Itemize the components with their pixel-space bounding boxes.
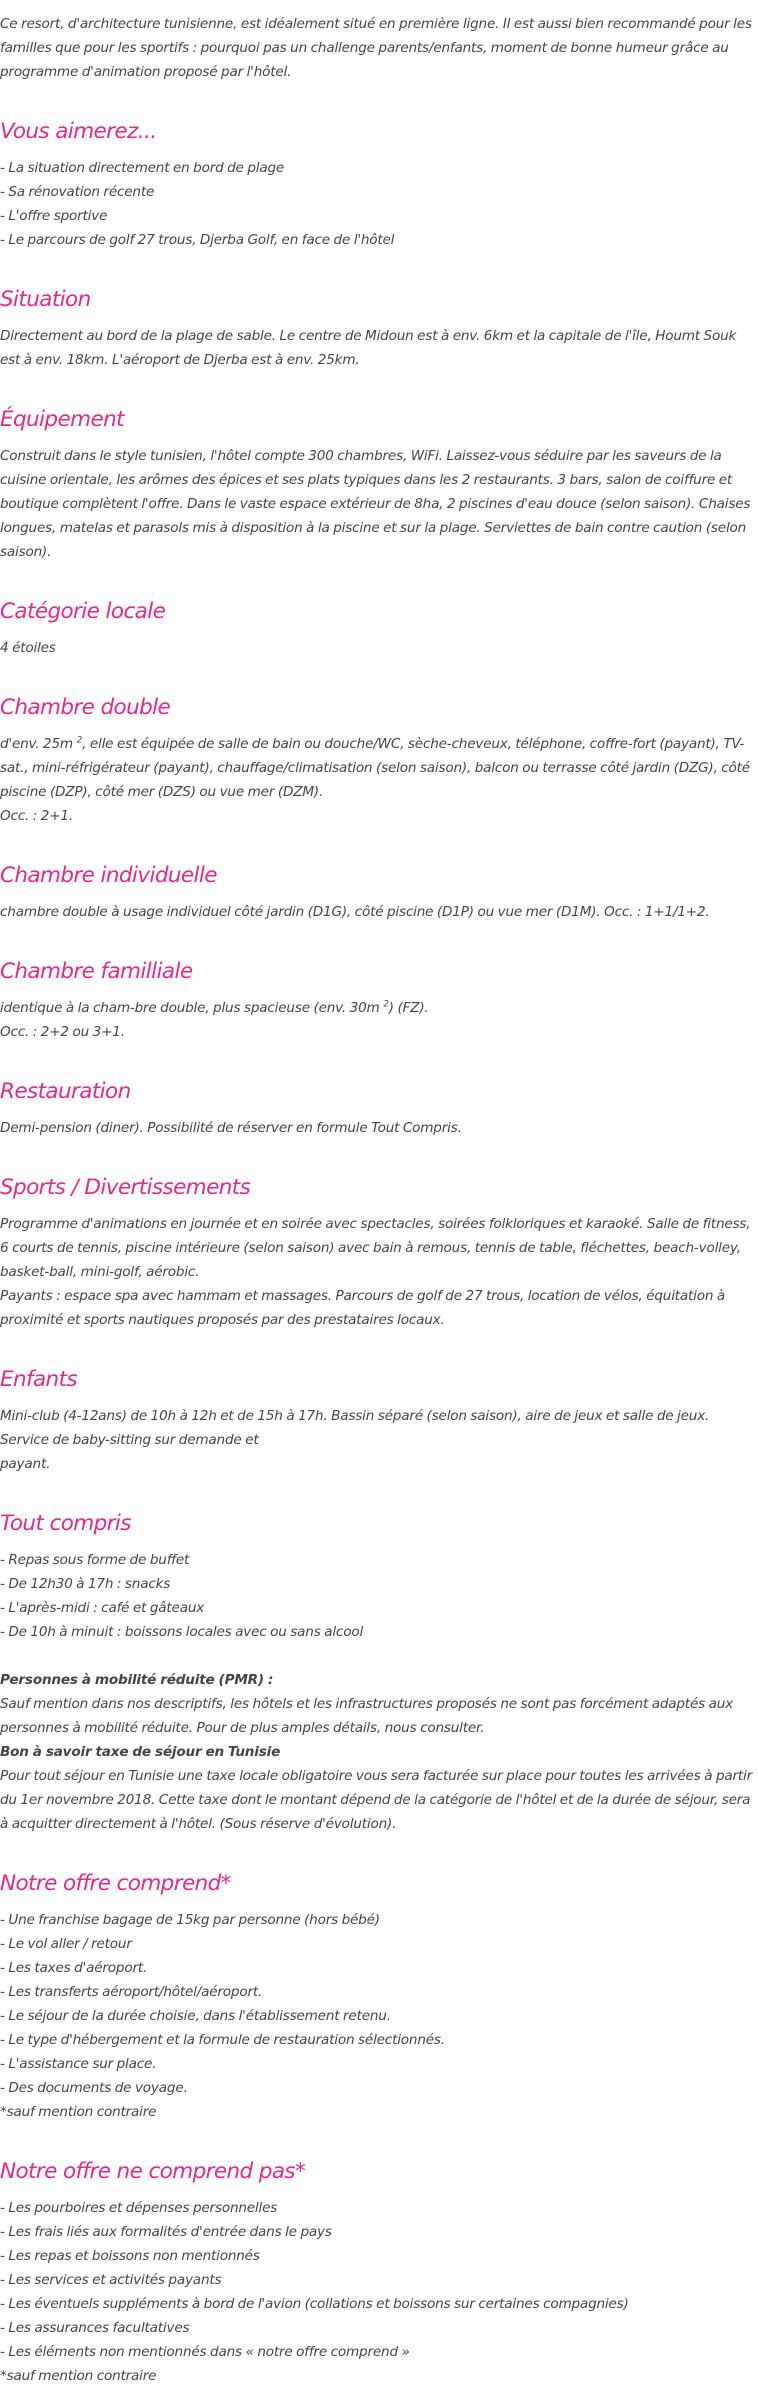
chambre-familliale-heading: Chambre familliale [0,959,193,984]
pmr-heading: Personnes à mobilité réduite (PMR) : [0,1672,274,1688]
offre-ne-comprend-heading: Notre offre ne comprend pas* [0,2159,306,2184]
list-item: - La situation directement en bord de plage [0,160,285,176]
list-item: - Les taxes d'aéroport. [0,1960,148,1976]
list-item: - Les repas et boissons non mentionnés [0,2248,260,2264]
intro-text: Ce resort, d'architecture tunisienne, est idéalement situé en première ligne. Il est aussi bien recommandé pour les familles que pour les sportifs : pourquoi pas un challenge parents/enfants, moment de bonne humeur grâce au programme d'animation proposé par l'hôtel. [0,16,752,80]
offre-ne-comprend-note: *sauf mention contraire [0,2368,157,2384]
offre-comprend-heading: Notre offre comprend* [0,1871,231,1896]
tout-compris-heading: Tout compris [0,1511,131,1536]
tout-compris-list [0,1548,758,1644]
list-item: - L'assistance sur place. [0,2056,157,2072]
chambre-individuelle-heading: Chambre individuelle [0,863,217,888]
equipement-heading: Équipement [0,407,124,432]
vous-aimerez-heading: Vous aimerez... [0,119,157,144]
categorie-text: 4 étoiles [0,640,56,656]
categorie-heading: Catégorie locale [0,599,166,624]
list-item: - De 12h30 à 17h : snacks [0,1576,171,1592]
list-item: - Le parcours de golf 27 trous, Djerba Golf, en face de l'hôtel [0,232,395,248]
chambre-familliale-occ: Occ. : 2+2 ou 3+1. [0,1024,125,1040]
list-item: - L'après-midi : café et gâteaux [0,1600,205,1616]
enfants-line: Mini-club (4-12ans) de 10h à 12h et de 15h à 17h. Bassin séparé (selon saison), aire de jeux et salle de jeux. [0,1408,710,1424]
pmr-block [0,1668,758,1836]
list-item: - Les éventuels suppléments à bord de l'avion (collations et boissons sur certaines compagnies) [0,2296,629,2312]
list-item: - Les services et activités payants [0,2272,222,2288]
restauration-heading: Restauration [0,1079,131,1104]
list-item: - De 10h à minuit : boissons locales avec ou sans alcool [0,1624,364,1640]
taxe-text: Pour tout séjour en Tunisie une taxe locale obligatoire vous sera facturée sur place pour toutes les arrivées à partir du 1er novembre 2018. Cette taxe dont le montant dépend de la catégorie de l'hôtel et de la durée de séjour, sera à acquitter directement à l'hôtel. (Sous réserve d'évolution). [0,1768,752,1832]
list-item: - Sa rénovation récente [0,184,155,200]
chambre-familliale-text-post: ) (FZ). [388,1000,429,1016]
equipement-text: Construit dans le style tunisien, l'hôtel compte 300 chambres, WiFi. Laissez-vous séduire par les saveurs de la cuisine orientale, les arômes des épices et ses plats typiques dans les 2 restaurants. 3 bars, salon de coiffure et boutique complètent l'offre. Dans le vaste espace extérieur de 8ha, 2 piscines d'eau douce (selon saison). Chaises longues, matelas et parasols mis à disposition à la piscine et sur la plage. Serviettes de bain contre caution (selon saison). [0,448,751,560]
chambre-double-text-post: , elle est équipée de salle de bain ou douche/WC, sèche-cheveux, téléphone, coffre-fort (payant), TV-sat., mini-réfrigérateur (payant), chauffage/climatisation (selon saison), balcon ou terrasse côté jardin (DZG), côté piscine (DZP), côté mer (DZS) ou vue mer (DZM). [0,736,750,800]
enfants-line: payant. [0,1456,51,1472]
situation-heading: Situation [0,287,91,312]
offre-ne-comprend-list [0,2196,758,2388]
chambre-familliale-text-pre: identique à la cham-bre double, plus spacieuse (env. 30m [0,1000,384,1016]
chambre-double-occ: Occ. : 2+1. [0,808,73,824]
chambre-individuelle-text: chambre double à usage individuel côté jardin (D1G), côté piscine (D1P) ou vue mer (D1M). Occ. : 1+1/1+2. [0,904,710,920]
sports-payants-text: Payants : espace spa avec hammam et massages. Parcours de golf de 27 trous, location de vélos, équitation à proximité et sports nautiques proposés par des prestataires locaux. [0,1288,726,1328]
offre-comprend-list [0,1908,758,2124]
chambre-familliale-text [0,996,758,1044]
list-item: - Le type d'hébergement et la formule de restauration sélectionnés. [0,2032,445,2048]
list-item: - Les éléments non mentionnés dans « notre offre comprend » [0,2344,410,2360]
chambre-double-text-pre: d'env. 25m [0,736,77,752]
sports-heading: Sports / Divertissements [0,1175,251,1200]
list-item: - L'offre sportive [0,208,108,224]
restauration-text: Demi-pension (diner). Possibilité de réserver en formule Tout Compris. [0,1120,462,1136]
situation-text: Directement au bord de la plage de sable. Le centre de Midoun est à env. 6km et la capitale de l'île, Houmt Souk est à env. 18km. L'aéroport de Djerba est à env. 25km. [0,328,737,368]
list-item: - Le vol aller / retour [0,1936,132,1952]
taxe-heading: Bon à savoir taxe de séjour en Tunisie [0,1744,281,1760]
enfants-line: Service de baby-sitting sur demande et [0,1432,259,1448]
enfants-heading: Enfants [0,1367,78,1392]
enfants-text [0,1404,758,1476]
superscript: 2 [383,999,389,1010]
list-item: - Les assurances facultatives [0,2320,190,2336]
list-item: - Les frais liés aux formalités d'entrée dans le pays [0,2224,332,2240]
list-item: - Une franchise bagage de 15kg par personne (hors bébé) [0,1912,380,1928]
list-item: - Repas sous forme de buffet [0,1552,190,1568]
list-item: - Des documents de voyage. [0,2080,188,2096]
chambre-double-text [0,732,758,828]
chambre-double-heading: Chambre double [0,695,171,720]
sports-text: Programme d'animations en journée et en soirée avec spectacles, soirées folkloriques et karaoké. Salle de fitness, 6 courts de tennis, piscine intérieure (selon saison) avec bain à remous, tennis de table, fléchettes, beach-volley, basket-ball, mini-golf, aérobic. [0,1216,751,1280]
offre-comprend-note: *sauf mention contraire [0,2104,157,2120]
list-item: - Les pourboires et dépenses personnelles [0,2200,278,2216]
superscript: 2 [76,735,83,746]
list-item: - Le séjour de la durée choisie, dans l'établissement retenu. [0,2008,391,2024]
vous-aimerez-list [0,156,758,252]
list-item: - Les transferts aéroport/hôtel/aéroport. [0,1984,263,2000]
pmr-text: Sauf mention dans nos descriptifs, les hôtels et les infrastructures proposés ne sont pas forcément adaptés aux personnes à mobilité réduite. Pour de plus amples détails, nous consulter. [0,1696,733,1736]
